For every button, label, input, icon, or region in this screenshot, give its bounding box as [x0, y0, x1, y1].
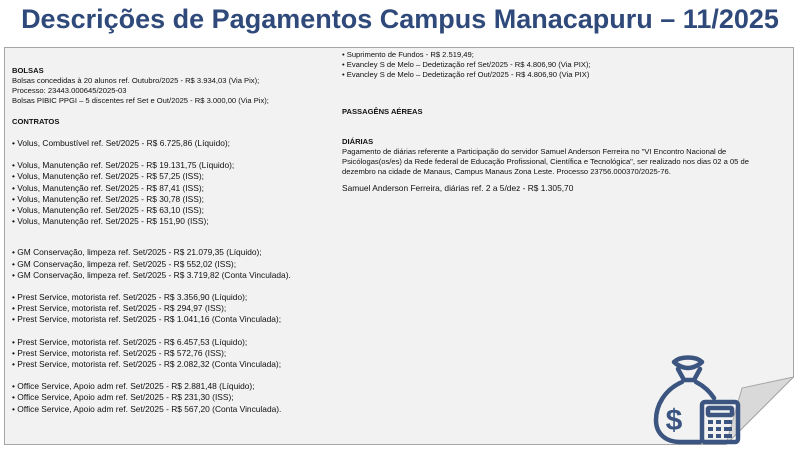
contract-line: • Volus, Manutenção ref. Set/2025 - R$ 57,25 (ISS);: [12, 171, 204, 182]
contract-line: • Volus, Manutenção ref. Set/2025 - R$ 63,10 (ISS);: [12, 205, 204, 216]
page-title: Descrições de Pagamentos Campus Manacapuru – 11/2025: [21, 4, 779, 34]
suprimento-line: • Suprimento de Fundos - R$ 2.519,49;: [342, 50, 474, 59]
bolsas-line: Bolsas concedidas à 20 alunos ref. Outubro/2025 - R$ 3.934,03 (Via Pix);: [12, 76, 260, 85]
diarias-text: Pagamento de diárias referente a Participação do servidor Samuel Anderson Ferreira no "VI Encontro Nacional de Psicólogas(os/es) da Rede federal de Educação Profissional, Científica e Tecnológica", ser realizado nos dias 02 a 05 de dezembro na cidade de Manaus, Campus Manaus Zona Leste. Processo 23756.000370/2025-76.: [342, 147, 749, 176]
contract-line: • Prest Service, motorista ref. Set/2025 - R$ 2.082,32 (Conta Vinculada);: [12, 359, 282, 370]
bolsas-line: Bolsas PIBIC PPGI – 5 discentes ref Set e Out/2025 - R$ 3.000,00 (Via Pix);: [12, 96, 269, 105]
contract-line: • Volus, Combustível ref. Set/2025 - R$ 6.725,86 (Líquido);: [12, 138, 231, 148]
contract-line: • Volus, Manutenção ref. Set/2025 - R$ 151,90 (ISS);: [12, 216, 209, 227]
contract-line: • Volus, Manutenção ref. Set/2025 - R$ 30,78 (ISS);: [12, 193, 204, 204]
money-bag-calculator-icon: [644, 354, 744, 451]
contract-line: • GM Conservação, limpeza ref. Set/2025 - R$ 21.079,35 (Líquido);: [12, 247, 262, 258]
contract-line: • Prest Service, motorista ref. Set/2025 - R$ 6.457,53 (Líquido);: [12, 336, 248, 347]
contratos-heading: CONTRATOS: [12, 117, 60, 126]
contract-line: • Office Service, Apoio adm ref. Set/2025 - R$ 567,20 (Conta Vinculada).: [12, 403, 282, 414]
diarias-heading: DIÁRIAS: [342, 137, 374, 146]
bolsas-line: Processo: 23443.000645/2025-03: [12, 86, 127, 95]
left-column: [12, 66, 342, 415]
suprimento-line: • Evancley S de Melo – Dedetização ref Out/2025 - R$ 4.806,90 (Via PIX): [342, 70, 590, 79]
bolsas-heading: BOLSAS: [12, 66, 44, 75]
contract-line: • Prest Service, motorista ref. Set/2025 - R$ 1.041,16 (Conta Vinculada);: [12, 314, 282, 325]
suprimento-line: • Evancley S de Melo – Dedetização ref Set/2025 - R$ 4.806,90 (Via PIX);: [342, 60, 591, 69]
contract-line: • Volus, Manutenção ref. Set/2025 - R$ 87,41 (ISS);: [12, 182, 204, 193]
contract-line: • GM Conservação, limpeza ref. Set/2025 - R$ 552,02 (ISS);: [12, 258, 237, 269]
contract-line: • Office Service, Apoio adm ref. Set/2025 - R$ 2.881,48 (Líquido);: [12, 381, 255, 392]
contract-line: • Office Service, Apoio adm ref. Set/2025 - R$ 231,30 (ISS);: [12, 392, 234, 403]
document-page: [4, 47, 794, 445]
contract-line: • Prest Service, motorista ref. Set/2025 - R$ 3.356,90 (Líquido);: [12, 292, 248, 303]
contract-line: • Prest Service, motorista ref. Set/2025 - R$ 294,97 (ISS);: [12, 303, 227, 314]
right-column: [342, 50, 782, 193]
contract-line: • GM Conservação, limpeza ref. Set/2025 - R$ 3.719,82 (Conta Vinculada).: [12, 269, 291, 280]
contract-line: • Prest Service, motorista ref. Set/2025 - R$ 572,76 (ISS);: [12, 347, 227, 358]
svg-text:$: $: [665, 404, 683, 437]
contract-line: • Volus, Manutenção ref. Set/2025 - R$ 19.131,75 (Líquido);: [12, 160, 235, 171]
diarias-line: Samuel Anderson Ferreira, diárias ref. 2 a 5/dez - R$ 1.305,70: [342, 183, 574, 193]
passagens-heading: PASSAGÊNS AÉREAS: [342, 107, 423, 116]
